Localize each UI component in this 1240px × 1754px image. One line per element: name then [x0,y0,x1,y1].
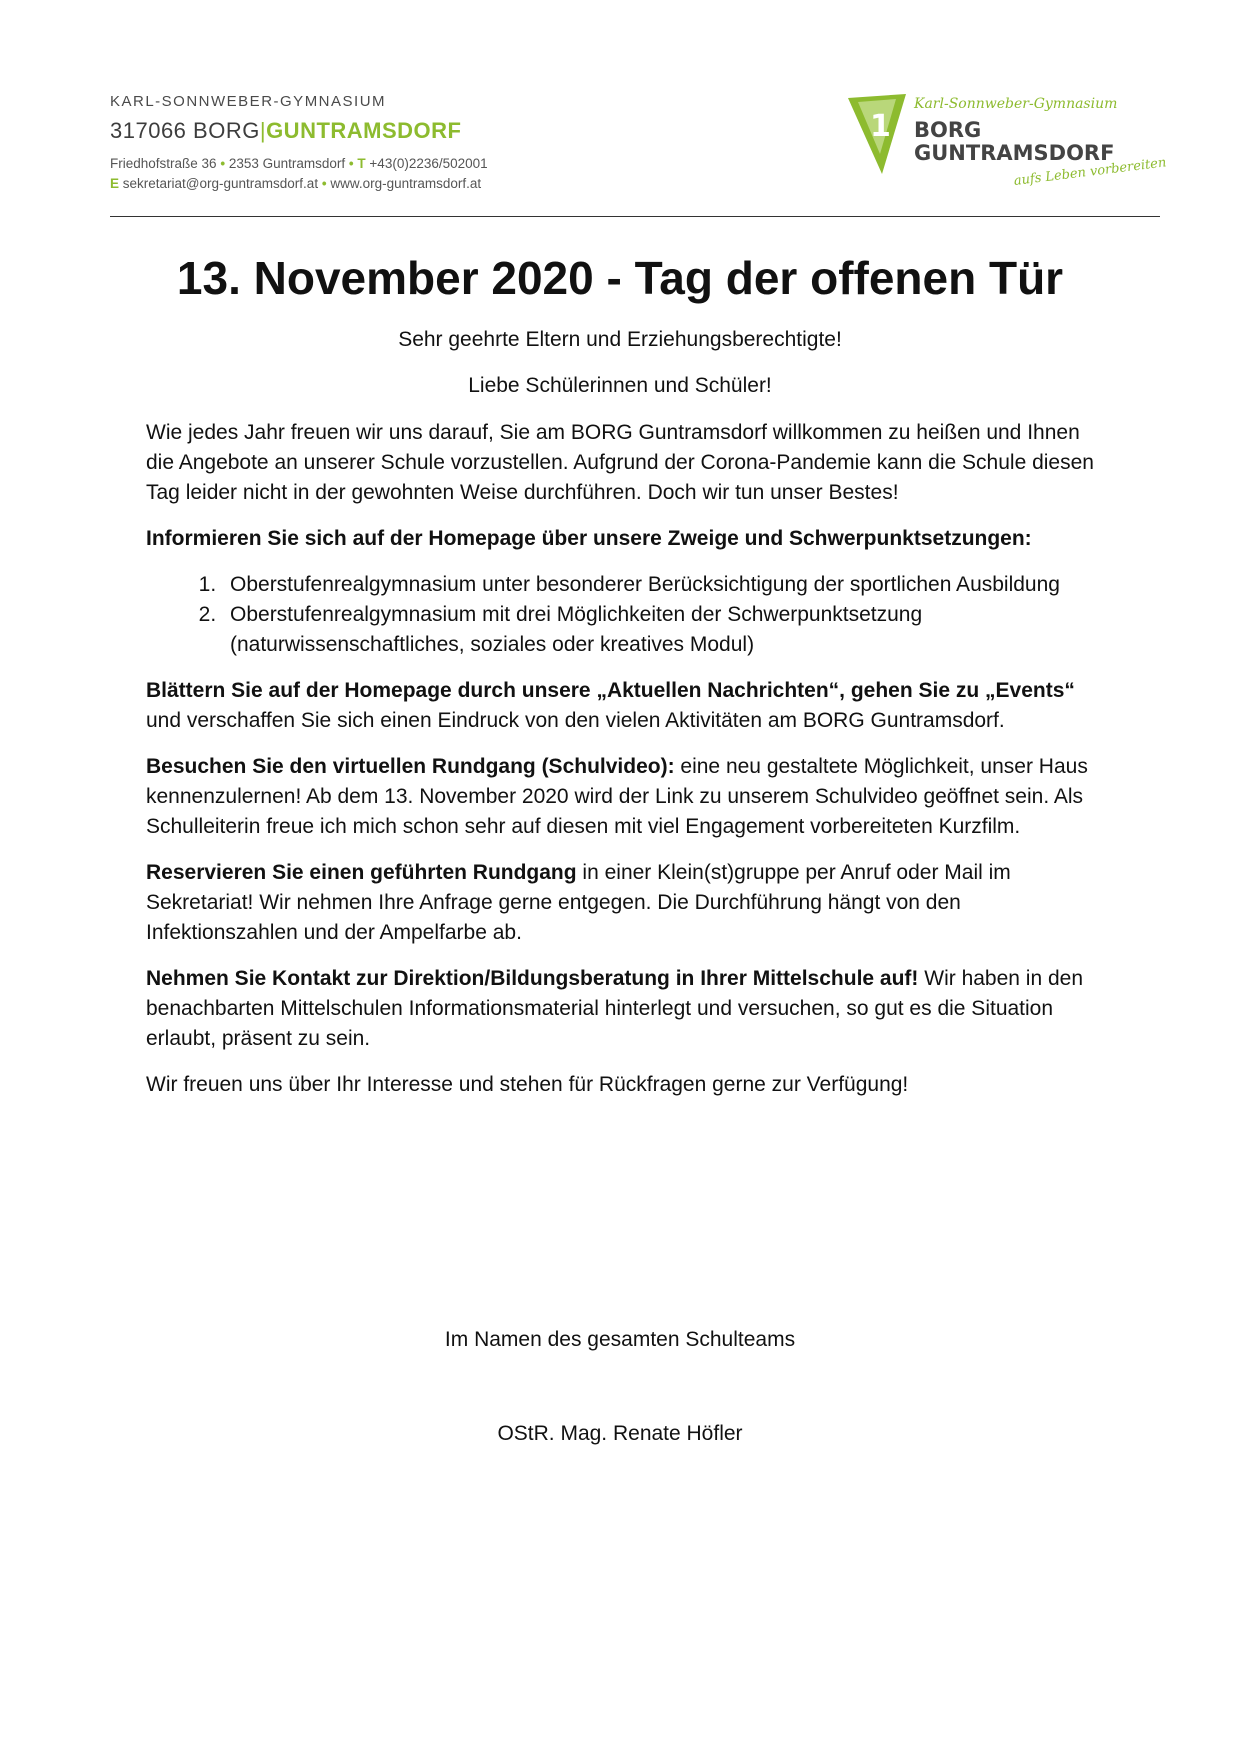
virtual-tour-paragraph [146,752,1094,842]
list-item: 2. Oberstufenrealgymnasium mit drei Möglichkeiten der Schwerpunktsetzung (naturwissenschaftliches, soziales oder kreatives Modul) [222,600,1094,660]
logo-line-1: BORG [914,118,982,142]
document-title: 13. November 2020 - Tag der offenen Tür [176,252,1064,304]
info-heading-text: Informieren Sie sich auf der Homepage über unsere Zweige und Schwerpunktsetzungen: [146,527,1032,550]
tour-bold: Besuchen Sie den virtuellen Rundgang (Schulvideo): [146,755,675,778]
logo-mark-number: 1 [870,109,891,144]
email-prefix: E [110,176,120,191]
guided-text: in einer Klein(st)gruppe per Anruf oder Mail im Sekretariat! Wir nehmen Ihre Anfrage gerne entgegen. Die Durchführung hängt von den Infektionszahlen und der Ampelfarbe ab. [146,861,1011,944]
email-link[interactable]: sekretariat@org-guntramsdorf.at [122,176,319,191]
salutation-students: Liebe Schülerinnen und Schüler! [468,374,772,397]
closing-line: Im Namen des gesamten Schulteams [444,1328,796,1351]
letter-body [146,418,1094,1116]
list-item: 1. Oberstufenrealgymnasium unter besonderer Berücksichtigung der sportlichen Ausbildung [222,570,1094,600]
logo-script-text: Karl-Sonnweber-Gymnasium [914,96,1118,112]
contact-paragraph [146,964,1094,1054]
address-line [110,154,670,174]
bullet: • [348,156,354,171]
contact-text: Wir haben in den benachbarten Mittelschulen Informationsmaterial hinterlegt und versuchen, so gut es die Situation erlaubt, präsent zu sein. [146,967,1084,1050]
bullet: • [321,176,327,191]
school-place: GUNTRAMSDORF [266,118,462,143]
school-name: KARL-SONNWEBER-GYMNASIUM [110,93,387,110]
logo-line-2: GUNTRAMSDORF [914,141,1115,165]
website-link[interactable]: www.org-guntramsdorf.at [330,176,482,191]
logo-tagline: aufs Leben vorbereiten [1013,155,1168,189]
school-code: 317066 [110,118,187,143]
school-id-line [110,116,670,146]
intro-paragraph: Wie jedes Jahr freuen wir uns darauf, Sie am BORG Guntramsdorf willkommen zu heißen und Ihnen die Angebote an unserer Schule vorzustellen. Aufgrund der Corona-Pandemie kann die Schule diesen Tag leider nicht in der gewohnten Weise durchführen. Doch wir tun unser Bestes! [146,421,1094,504]
news-paragraph [146,676,1094,736]
separator: | [259,118,267,143]
letterhead [110,92,670,194]
header-divider [110,216,1160,217]
street-address: Friedhofstraße 36 [110,156,217,171]
signature: OStR. Mag. Renate Höfler [497,1422,743,1445]
tour-text: eine neu gestaltete Möglichkeit, unser Haus kennenzulernen! Ab dem 13. November 2020 wird der Link zu unserem Schulvideo geöffnet sein. Als Schulleiterin freue ich mich schon sehr auf diesen mit viel Engagement vorbereiteten Kurzfilm. [146,755,1088,838]
info-heading [146,524,1094,554]
thanks-paragraph: Wir freuen uns über Ihr Interesse und stehen für Rückfragen gerne zur Verfügung! [146,1073,909,1096]
guided-tour-paragraph [146,858,1094,948]
school-logo [846,88,1166,203]
phone-number: +43(0)2236/502001 [369,156,488,171]
guided-bold: Reservieren Sie einen geführten Rundgang [146,861,577,884]
logo-mark-icon [846,92,910,176]
branch-list [146,570,1094,660]
bullet: • [220,156,226,171]
contact-line [110,174,670,194]
news-text: und verschaffen Sie sich einen Eindruck von den vielen Aktivitäten am BORG Guntramsdorf. [146,709,1005,732]
contact-bold: Nehmen Sie Kontakt zur Direktion/Bildungsberatung in Ihrer Mittelschule auf! [146,967,919,990]
phone-prefix: T [357,156,366,171]
postal-address: 2353 Guntramsdorf [228,156,346,171]
logo-wordmark [914,119,1114,165]
news-bold: Blättern Sie auf der Homepage durch unsere „Aktuellen Nachrichten“, gehen Sie zu „Events“ [146,679,1075,702]
salutation-parents: Sehr geehrte Eltern und Erziehungsberechtigte! [398,328,842,351]
school-type: BORG [193,118,260,143]
